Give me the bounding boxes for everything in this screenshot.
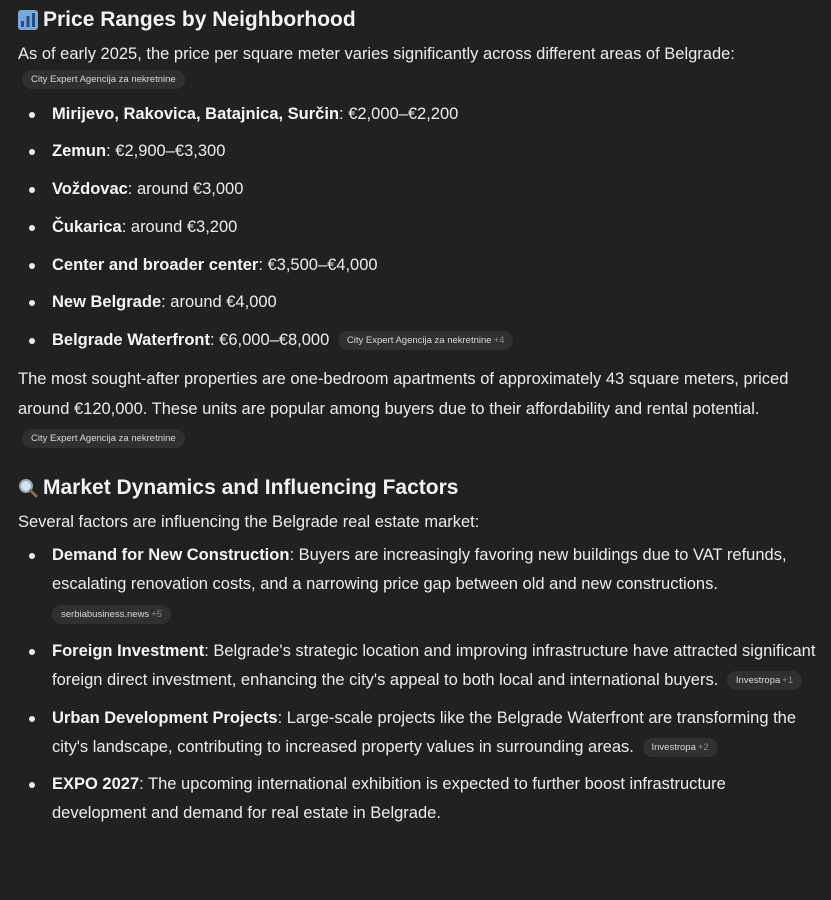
citation-chip[interactable]: serbiabusiness.news +5 — [52, 605, 171, 624]
citation-chip[interactable]: City Expert Agencija za nekretnine +4 — [338, 331, 514, 350]
section-heading-price-ranges — [18, 0, 824, 40]
section-intro: As of early 2025, the price per square meter varies significantly across different areas of Belgrade: — [18, 45, 735, 63]
list-item: New Belgrade: around €4,000 — [18, 284, 824, 322]
list-item: Demand for New Construction: Buyers are increasingly favoring new buildings due to VAT refunds, escalating renovation costs, and a narrowing price gap between old and new constructions. serbiabusiness.news +5 — [18, 541, 824, 629]
list-item: Mirijevo, Rakovica, Batajnica, Surčin: €2,000–€2,200 — [18, 96, 824, 134]
citation-chip[interactable]: Investropa +1 — [727, 671, 802, 690]
chat-response-content — [18, 0, 824, 837]
list-item: Center and broader center: €3,500–€4,000 — [18, 247, 824, 285]
citation-chip[interactable]: Investropa +2 — [643, 738, 718, 757]
section-intro: Several factors are influencing the Belgrade real estate market: — [18, 512, 480, 531]
citation-chip[interactable]: City Expert Agencija za nekretnine — [22, 70, 185, 89]
list-item: Čukarica: around €3,200 — [18, 209, 824, 247]
list-item: Belgrade Waterfront: €6,000–€8,000 City Expert Agencija za nekretnine +4 — [18, 322, 824, 360]
section-title: Market Dynamics and Influencing Factors — [43, 475, 459, 499]
magnifier-icon — [18, 478, 38, 498]
list-item: Voždovac: around €3,000 — [18, 171, 824, 209]
section-paragraph: The most sought-after properties are one-bedroom apartments of approximately 43 square meters, priced around €120,000. These units are popular among buyers due to their affordability and rental potential. City Expert Agencija za nekretnine — [18, 365, 824, 454]
citation-chip[interactable]: City Expert Agencija za nekretnine — [22, 429, 185, 448]
list-item: Zemun: €2,900–€3,300 — [18, 133, 824, 171]
section-title: Price Ranges by Neighborhood — [43, 8, 356, 31]
list-item: EXPO 2027: The upcoming international exhibition is expected to further boost infrastructure development and demand for real estate in Belgrade. — [18, 770, 824, 829]
bar-chart-icon — [18, 10, 38, 30]
list-item: Foreign Investment: Belgrade's strategic location and improving infrastructure have attracted significant foreign direct investment, enhancing the city's appeal to both local and international buyers. Investropa +1 — [18, 637, 824, 696]
factor-list — [18, 541, 824, 829]
section-heading-market-dynamics — [18, 468, 824, 508]
list-item: Urban Development Projects: Large-scale projects like the Belgrade Waterfront are transforming the city's landscape, contributing to increased property values in surrounding areas. Investropa +2 — [18, 704, 824, 763]
price-list — [18, 96, 824, 361]
